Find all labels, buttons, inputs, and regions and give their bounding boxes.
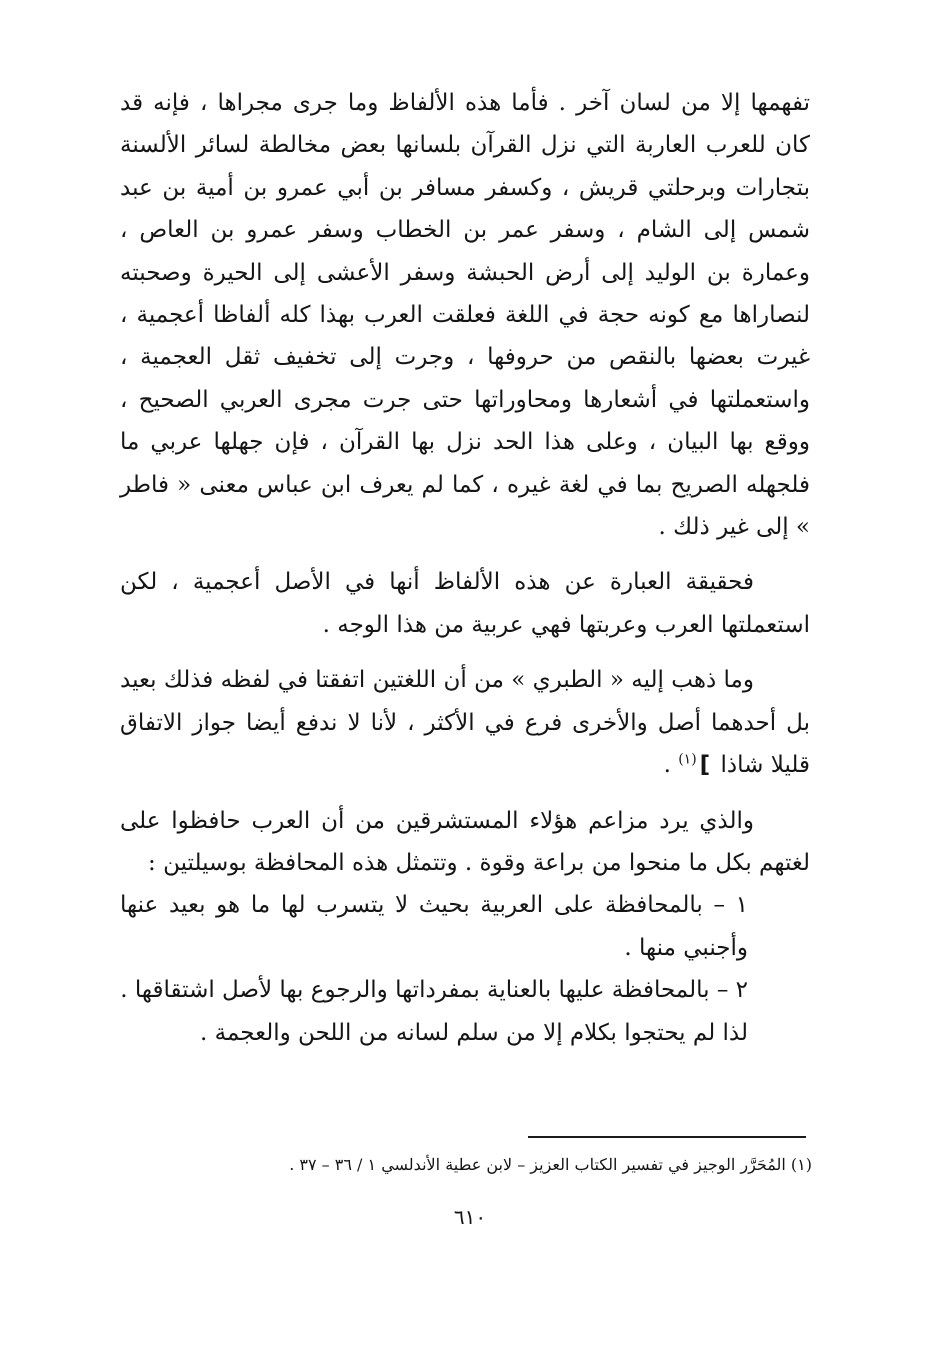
main-text bbox=[120, 82, 810, 1054]
paragraph-1: تفهمها إلا من لسان آخر . فأما هذه الألفاظ وما جرى مجراها ، فإنه قد كان للعرب العاربة التي نزل القرآن بلسانها بعض مخالطة لسائر الألسنة بتجارات وبرحلتي قريش ، وكسفر مسافر بن أبي عمرو بن أمية بن عبد شمس إلى الشام ، وسفر عمر بن الخطاب وسفر عمرو بن العاص ، وعمارة بن الوليد إلى أرض الحبشة وسفر الأعشى إلى الحيرة وصحبته لنصاراها مع كونه حجة في اللغة فعلقت العرب بهذا كله ألفاظا أعجمية ، غيرت بعضها بالنقص من حروفها ، وجرت إلى تخفيف ثقل العجمية ، واستعملتها في أشعارها ومحاوراتها حتى جرت مجرى العربي الصحيح ، ووقع بها البيان ، وعلى هذا الحد نزل بها القرآن ، فإن جهلها عربي ما فلجهله الصريح بما في لغة غيره ، كما لم يعرف ابن عباس معنى « فاطر » إلى غير ذلك . bbox=[120, 90, 810, 541]
paragraph-5: لذا لم يحتجوا بكلام إلا من سلم لسانه من اللحن والعجمة . bbox=[200, 1019, 748, 1046]
footnote-divider bbox=[528, 1136, 806, 1138]
closing-bracket: ] bbox=[699, 752, 711, 779]
list-item-1: ١ – بالمحافظة على العربية بحيث لا يتسرب لها ما هو بعيد عنها وأجنبي منها . bbox=[120, 892, 748, 961]
paragraph-3-end: . bbox=[663, 752, 671, 779]
footnote: (١) المُحَرَّر الوجيز في تفسير الكتاب العزيز – لابن عطية الأندلسي ١ / ٣٦ – ٣٧ . bbox=[289, 1155, 812, 1174]
page-number: ٦١٠ bbox=[453, 1205, 487, 1229]
list-item-2: ٢ – بالمحافظة عليها بالعناية بمفرداتها والرجوع بها لأصل اشتقاقها . bbox=[120, 977, 748, 1004]
paragraph-3 bbox=[120, 659, 810, 786]
paragraph-2: فحقيقة العبارة عن هذه الألفاظ أنها في الأصل أعجمية ، لكن استعملتها العرب وعربتها فهي عربية من هذا الوجه . bbox=[120, 569, 810, 638]
footnote-reference[interactable]: (١) bbox=[678, 751, 697, 768]
paragraph-3-text: وما ذهب إليه « الطبري » من أن اللغتين اتفقتا في لفظه فذلك بعيد بل أحدهما أصل والأخرى فرع في الأكثر ، لأنا لا ندفع أيضا جواز الاتفاق قليلا شاذا bbox=[120, 667, 810, 779]
paragraph-4: والذي يرد مزاعم هؤلاء المستشرقين من أن العرب حافظوا على لغتهم بكل ما منحوا من براعة وقوة . وتتمثل هذه المحافظة بوسيلتين : bbox=[120, 807, 810, 876]
